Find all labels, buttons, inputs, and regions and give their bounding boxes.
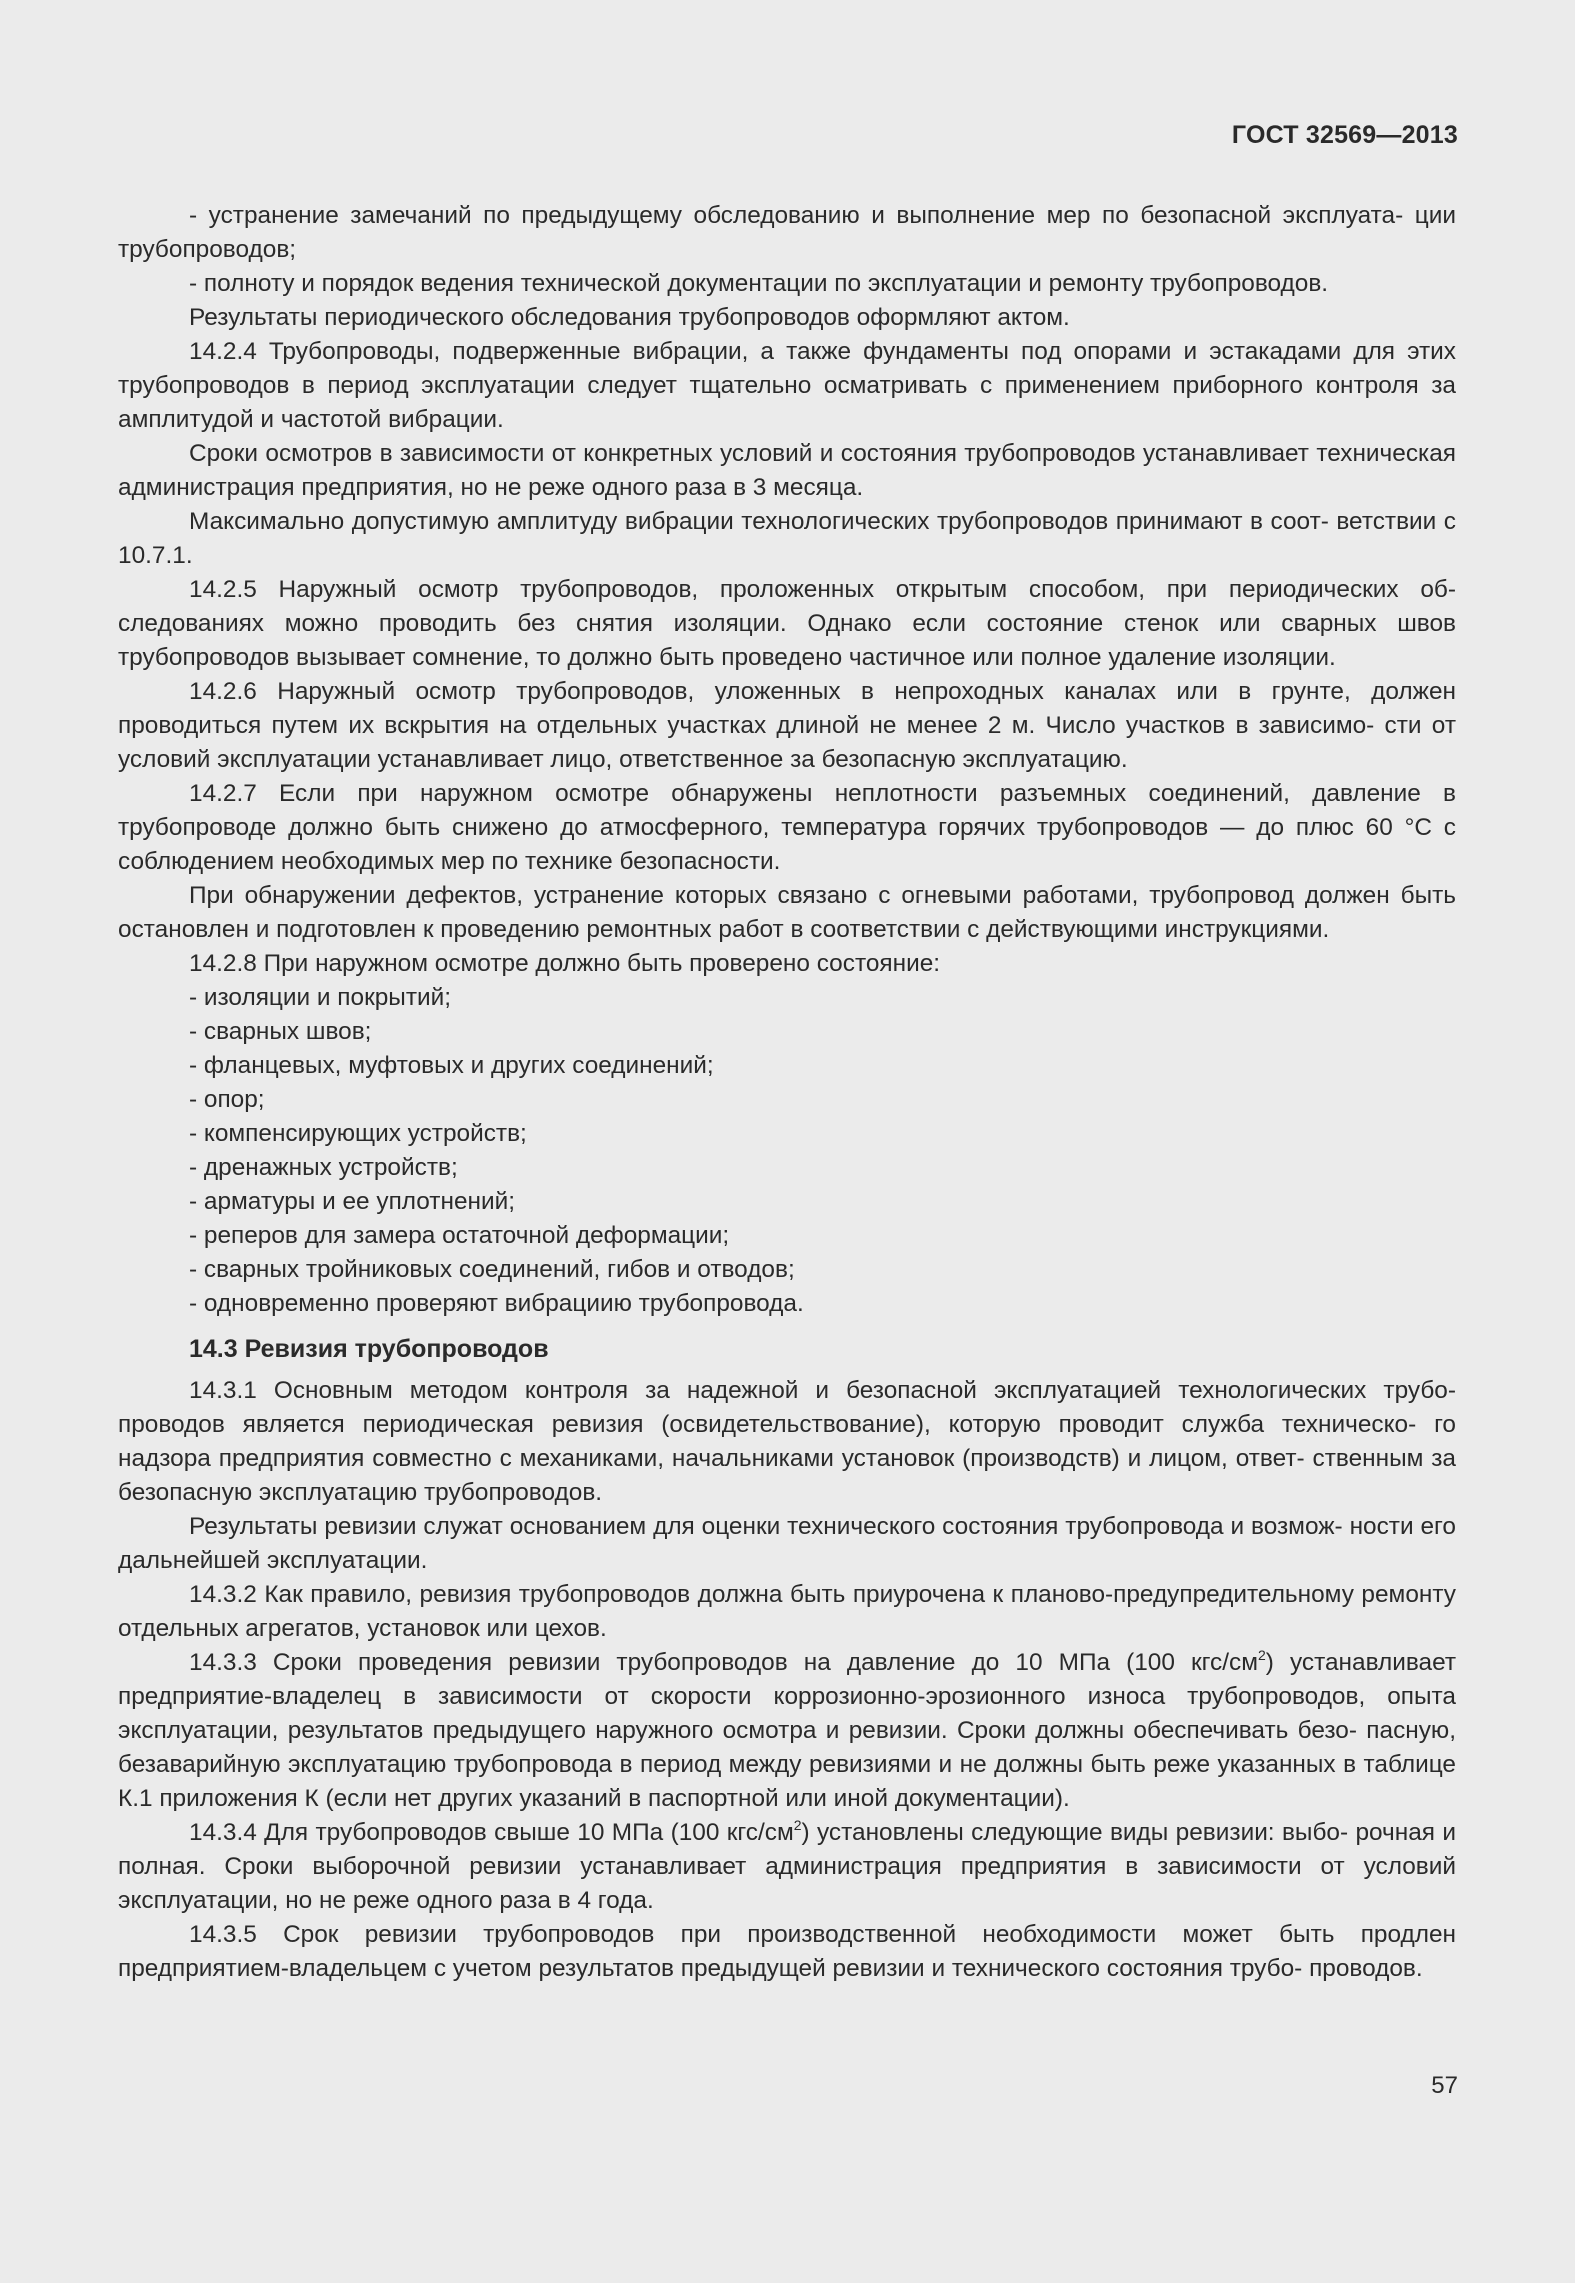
section-heading: 14.3 Ревизия трубопроводов <box>189 1335 549 1363</box>
list-item: - сварных тройниковых соединений, гибов и отводов; <box>189 1256 795 1283</box>
list-item: - дренажных устройств; <box>189 1154 458 1181</box>
text-run: 14.3.4 Для трубопроводов свыше 10 МПа (100 кгс/см <box>189 1819 794 1846</box>
superscript: 2 <box>1257 1647 1266 1663</box>
paragraph: Результаты периодического обследования трубопроводов оформляют актом. <box>189 304 1070 331</box>
list-item: - арматуры и ее уплотнений; <box>189 1188 516 1215</box>
standard-header: ГОСТ 32569—2013 <box>1231 121 1458 149</box>
paragraph-14-2-7: 14.2.7 Если при наружном осмотре обнаружены неплотности разъемных соединений, давление в трубопроводе должно быть снижено до атмосферного, температура горячих трубопроводов — до плюс 60 °С с соблюдением необходимых мер по технике безопасности. <box>118 780 1456 875</box>
paragraph: - устранение замечаний по предыдущему обследованию и выполнение мер по безопасной эксплуата- ции трубопроводов; <box>118 202 1456 263</box>
list-item: - реперов для замера остаточной деформации; <box>189 1222 730 1249</box>
list-item: - опор; <box>189 1086 265 1113</box>
text-run: ) устанавливает предприятие-владелец в зависимости от скорости коррозионно-эрозионного износа трубопроводов, опыта эксплуатации, результатов предыдущего наружного осмотра и ревизии. Сроки должны обеспечивать безо- пасную, безаварийную эксплуатацию трубопровода в период между ревизиями и не должны быть реже указанных в таблице К.1 приложения К (если нет других указаний в паспортной или иной документации). <box>118 1649 1456 1812</box>
paragraph-14-2-4: 14.2.4 Трубопроводы, подверженные вибрации, а также фундаменты под опорами и эстакадами для этих трубопроводов в период эксплуатации следует тщательно осматривать с применением приборного контроля за амплитудой и частотой вибрации. <box>118 338 1456 433</box>
page-body <box>118 199 1456 1986</box>
paragraph-14-2-6: 14.2.6 Наружный осмотр трубопроводов, уложенных в непроходных каналах или в грунте, должен проводиться путем их вскрытия на отдельных участках длиной не менее 2 м. Число участков в зависимо- сти от условий эксплуатации устанавливает лицо, ответственное за безопасную эксплуатацию. <box>118 678 1456 773</box>
list-item: - фланцевых, муфтовых и других соединений; <box>189 1052 714 1079</box>
paragraph: Сроки осмотров в зависимости от конкретных условий и состояния трубопроводов устанавливает техническая администрация предприятия, но не реже одного раза в 3 месяца. <box>118 440 1456 501</box>
paragraph: - полноту и порядок ведения технической документации по эксплуатации и ремонту трубопроводов. <box>189 270 1329 297</box>
paragraph-14-3-5: 14.3.5 Срок ревизии трубопроводов при производственной необходимости может быть продлен предприятием-владельцем с учетом результатов предыдущей ревизии и технического состояния трубо- проводов. <box>118 1921 1456 1982</box>
list-item: - одновременно проверяют вибрациию трубопровода. <box>189 1290 804 1317</box>
paragraph: Максимально допустимую амплитуду вибрации технологических трубопроводов принимают в соот- ветствии с 10.7.1. <box>118 508 1456 569</box>
paragraph: При обнаружении дефектов, устранение которых связано с огневыми работами, трубопровод должен быть остановлен и подготовлен к проведению ремонтных работ в соответствии с действующими инструкциями. <box>118 882 1456 943</box>
paragraph-14-3-3 <box>118 1646 1456 1816</box>
list-item: - изоляции и покрытий; <box>189 984 452 1011</box>
text-run: 14.3.3 Сроки проведения ревизии трубопроводов на давление до 10 МПа (100 кгс/см <box>189 1649 1258 1676</box>
text-run: ) установлены следующие виды ревизии: выбо- рочная и полная. Сроки выборочной ревизии устанавливает администрация предприятия в зависимости от условий эксплуатации, но не реже одного раза в 4 года. <box>118 1819 1456 1914</box>
page-number: 57 <box>1431 2072 1458 2099</box>
paragraph-14-3-4 <box>118 1816 1456 1918</box>
paragraph-14-2-8: 14.2.8 При наружном осмотре должно быть проверено состояние: <box>189 950 941 977</box>
list-item: - компенсирующих устройств; <box>189 1120 527 1147</box>
inspection-checklist <box>118 981 1456 1321</box>
paragraph-14-3-2: 14.3.2 Как правило, ревизия трубопроводов должна быть приурочена к планово-предупредительному ремонту отдельных агрегатов, установок или цехов. <box>118 1581 1456 1642</box>
paragraph-14-2-5: 14.2.5 Наружный осмотр трубопроводов, проложенных открытым способом, при периодических об- следованиях можно проводить без снятия изоляции. Однако если состояние стенок или сварных швов трубопроводов вызывает сомнение, то должно быть проведено частичное или полное удаление изоляции. <box>118 576 1456 671</box>
paragraph-14-3-1: 14.3.1 Основным методом контроля за надежной и безопасной эксплуатацией технологических трубо- проводов является периодическая ревизия (освидетельствование), которую проводит служба техническо- го надзора предприятия совместно с механиками, начальниками установок (производств) и лицом, ответ- ственным за безопасную эксплуатацию трубопроводов. <box>118 1377 1456 1506</box>
superscript: 2 <box>793 1817 802 1833</box>
paragraph: Результаты ревизии служат основанием для оценки технического состояния трубопровода и возмож- ности его дальнейшей эксплуатации. <box>118 1513 1456 1574</box>
list-item: - сварных швов; <box>189 1018 372 1045</box>
